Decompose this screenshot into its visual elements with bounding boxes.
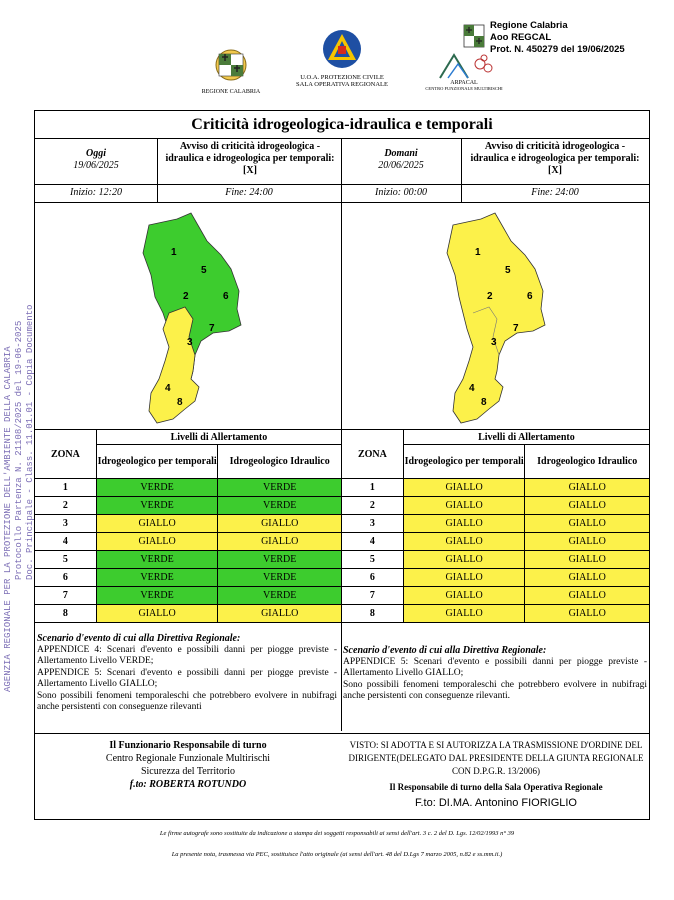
today-level-cell: GIALLO [96,515,218,533]
tomorrow-row [342,587,650,605]
left-office1: Centro Regionale Funzionale Multirischi [105,753,271,764]
today-map-label-6: 6 [223,291,229,302]
today-map-label-3: 3 [187,337,193,348]
tomorrow-row [342,515,650,533]
today-level-cell: VERDE [96,569,218,587]
tomorrow-row [342,497,650,515]
side-line2: Protocollo Partenza N. 21108/2025 del 19-06-2025 [14,320,24,580]
today-level-cell: VERDE [218,479,342,497]
tomorrow-zona-cell: 8 [342,605,404,623]
tomorrow-map-label-2: 2 [487,291,493,302]
tomorrow-level-cell: GIALLO [525,479,650,497]
tomorrow-date: 20/06/2025 [378,160,424,171]
tomorrow-zona-cell: 5 [342,551,404,569]
today-level-cell: GIALLO [218,605,342,623]
today-row [35,587,342,605]
left-office2: Sicurezza del Territorio [140,766,236,777]
today-row [35,569,342,587]
arpacal-label: ARPACAL [450,80,478,86]
tomorrow-inizio: Inizio: 00:00 [375,187,427,198]
today-zona-cell: 8 [35,605,97,623]
right-role: Il Responsabile di turno della Sala Operativa Regionale [389,782,603,792]
today-avviso: Avviso di criticità idrogeologica - idraulica e idrogeologica per temporali: [X] [165,141,335,176]
tomorrow-map-label-5: 5 [505,265,511,276]
tomorrow-zona-header: ZONA [342,430,404,479]
today-scenario [37,633,337,714]
today-zona-cell: 1 [35,479,97,497]
today-inizio: Inizio: 12:20 [70,187,122,198]
regione-calabria-logo [196,48,266,94]
today-fine: Fine: 24:00 [225,187,273,198]
tomorrow-level-cell: GIALLO [403,605,525,623]
today-row [35,479,342,497]
today-map-label-2: 2 [183,291,189,302]
tomorrow-map-label-7: 7 [513,323,519,334]
today-map-label-8: 8 [177,397,183,408]
tomorrow-level-cell: GIALLO [525,605,650,623]
tomorrow-col2-header: Idrogeologico Idraulico [525,445,650,479]
today-label: Oggi [86,148,106,159]
stamp-line2: Aoo REGCAL [490,32,552,43]
today-date: 19/06/2025 [73,160,119,171]
tomorrow-row [342,551,650,569]
side-line3: Doc. Principale - Class. 11.01.01 - Copia Documento [25,304,35,580]
today-scenario-p3: Sono possibili fenomeni temporaleschi che potrebbero evolvere in nubifragi anche persistenti con conseguenze rilevanti [37,690,337,712]
tomorrow-zona-cell: 6 [342,569,404,587]
tomorrow-scenario-p2: Sono possibili fenomeni temporaleschi che potrebbero evolvere in nubifragi anche persistenti con conseguenze rilevanti. [343,679,647,701]
protocol-stamp [490,20,625,56]
today-livelli-header: Livelli di Allertamento [96,430,341,445]
tomorrow-scenario-heading: Scenario d'evento di cui alla Direttiva Regionale: [343,645,547,656]
tomorrow-scenario [343,645,647,703]
today-zona-cell: 4 [35,533,97,551]
tomorrow-row [342,479,650,497]
today-col1-header: Idrogeologico per temporali [96,445,218,479]
tomorrow-zona-cell: 2 [342,497,404,515]
tomorrow-zona-cell: 4 [342,533,404,551]
tomorrow-scenario-p1: APPENDICE 5: Scenari d'evento e possibili danni per piogge previste - Allertamento Livello GIALLO; [343,656,647,678]
today-zona-cell: 5 [35,551,97,569]
today-zona-header: ZONA [35,430,97,479]
right-visto: VISTO: SI ADOTTA E SI AUTORIZZA LA TRASMISSIONE D'ORDINE DEL DIRIGENTE(DELEGATO DAL PRESIDENTE DELLA GIUNTA REGIONALE CON D.P.G.R. 13/2006) [348,740,644,776]
today-level-cell: GIALLO [96,533,218,551]
stamp-line1: Regione Calabria [490,20,568,31]
today-zona-cell: 7 [35,587,97,605]
tomorrow-row [342,533,650,551]
today-level-cell: VERDE [96,497,218,515]
tomorrow-col1-header: Idrogeologico per temporali [403,445,525,479]
protezione-civile-logo [286,28,398,94]
today-level-cell: VERDE [218,497,342,515]
tomorrow-label: Domani [384,148,418,159]
today-col2-header: Idrogeologico Idraulico [218,445,342,479]
tomorrow-level-cell: GIALLO [403,551,525,569]
regione-calabria-label: REGIONE CALABRIA [201,89,261,95]
side-line1: AGENZIA REGIONALE PER LA PROTEZIONE DELL'AMBIENTE DELLA CALABRIA [3,346,13,692]
tomorrow-zona-cell: 3 [342,515,404,533]
today-level-cell: VERDE [218,587,342,605]
arpacal-sub: CENTRO FUNZIONALE MULTIRISCHI [425,86,503,91]
today-scenario-heading: Scenario d'evento di cui alla Direttiva Regionale: [37,633,241,644]
page-title: Criticità idrogeologica-idraulica e temporali [191,116,493,133]
tomorrow-map-label-8: 8 [481,397,487,408]
tomorrow-level-cell: GIALLO [403,587,525,605]
today-level-cell: GIALLO [96,605,218,623]
today-zone-map [129,211,269,426]
today-row [35,515,342,533]
left-role: Il Funzionario Responsabile di turno [109,740,267,751]
today-map-label-7: 7 [209,323,215,334]
stamp-line3: Prot. N. 450279 del 19/06/2025 [490,44,625,55]
protezione-civile-line2: SALA OPERATIVA REGIONALE [296,81,388,88]
today-map-label-4: 4 [165,383,171,394]
today-zona-cell: 6 [35,569,97,587]
today-zona-cell: 3 [35,515,97,533]
tomorrow-livelli-header: Livelli di Allertamento [403,430,649,445]
tomorrow-zone-map [433,211,573,426]
tomorrow-map-label-1: 1 [475,247,481,258]
tomorrow-row [342,569,650,587]
map-zone-south-today [149,307,199,423]
today-level-cell: VERDE [218,569,342,587]
tomorrow-zona-cell: 7 [342,587,404,605]
tomorrow-zona-cell: 1 [342,479,404,497]
today-row [35,533,342,551]
tomorrow-level-cell: GIALLO [525,569,650,587]
tomorrow-level-cell: GIALLO [403,569,525,587]
tomorrow-map-label-4: 4 [469,383,475,394]
today-level-cell: VERDE [96,551,218,569]
today-scenario-p1: APPENDICE 4: Scenari d'evento e possibili danni per piogge previste - Allertamento Livello VERDE; [37,644,337,666]
today-level-cell: VERDE [96,587,218,605]
stamp-regione-logo [462,23,486,54]
tomorrow-level-cell: GIALLO [403,515,525,533]
today-levels-table [34,429,342,623]
tomorrow-fine: Fine: 24:00 [531,187,579,198]
today-scenario-p2: APPENDICE 5: Scenari d'evento e possibili danni per piogge previste - Allertamento Livello GIALLO; [37,667,337,689]
today-row [35,497,342,515]
protezione-civile-line1: U.O.A. PROTEZIONE CIVILE [300,74,384,81]
today-zona-cell: 2 [35,497,97,515]
left-signed: f.to: ROBERTA ROTUNDO [129,779,247,790]
tomorrow-level-cell: GIALLO [403,479,525,497]
tomorrow-row [342,605,650,623]
today-level-cell: VERDE [218,551,342,569]
arpacal-logo [418,52,510,94]
right-signed: F.to: DI.MA. Antonino FIORIGLIO [414,797,577,809]
today-map-label-5: 5 [201,265,207,276]
today-level-cell: VERDE [96,479,218,497]
bulletin-frame [34,110,650,820]
tomorrow-level-cell: GIALLO [525,587,650,605]
today-level-cell: GIALLO [218,515,342,533]
tomorrow-level-cell: GIALLO [525,515,650,533]
today-map-label-1: 1 [171,247,177,258]
footer-line2: La presente nota, trasmessa via PEC, sostituisce l'atto originale (ai sensi dell'art. 48 del D.Lgs 7 marzo 2005, n.82 e ss.mm.ii.) [171,851,503,858]
tomorrow-level-cell: GIALLO [403,533,525,551]
tomorrow-map-label-6: 6 [527,291,533,302]
today-row [35,605,342,623]
tomorrow-level-cell: GIALLO [403,497,525,515]
tomorrow-levels-table [341,429,650,623]
footer-line1: Le firme autografe sono sostituite da indicazione a stampa dei soggetti responsabili ai sensi dell'art. 3 c. 2 del D. Lgs. 12/02/1993 n° 39 [159,830,515,837]
tomorrow-map-label-3: 3 [491,337,497,348]
tomorrow-level-cell: GIALLO [525,497,650,515]
today-level-cell: GIALLO [218,533,342,551]
signature-left [35,739,341,791]
today-row [35,551,342,569]
signature-right [345,739,647,810]
tomorrow-level-cell: GIALLO [525,533,650,551]
tomorrow-level-cell: GIALLO [525,551,650,569]
tomorrow-avviso: Avviso di criticità idrogeologica - idraulica e idrogeologica per temporali: [X] [470,141,640,176]
